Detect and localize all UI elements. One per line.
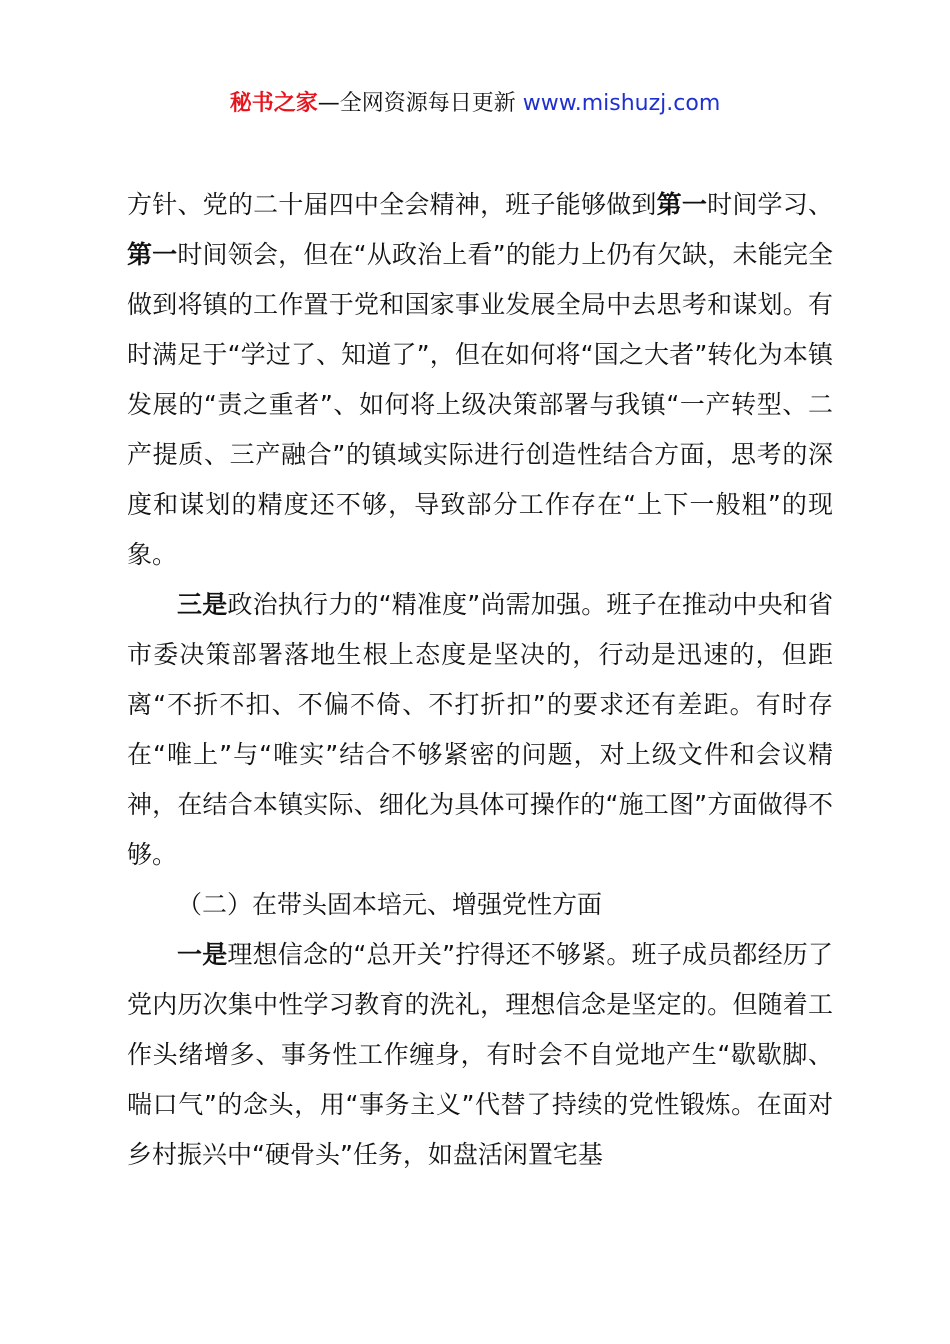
paragraph-1-text-2: 时间领会，但在“从政治上看”的能力上仍有欠缺，未能完全做到将镇的工作置于党和国家事业发展全局中去思考和谋划。有时满足于“学过了、知道了”，但在如何将“国之大者”转化为本镇发展的“责之重者”、如何将上级决策部署与我镇“一产转型、二产提质、三产融合”的镇域实际进行创造性结合方面，思考的深度和谋划的精度还不够，导致部分工作存在“上下一般粗”的现象。 bbox=[127, 240, 833, 569]
paragraph-1 bbox=[127, 180, 833, 580]
paragraph-2-text: 政治执行力的“精准度”尚需加强。班子在推动中央和省市委决策部署落地生根上态度是坚决的，行动是迅速的，但距离“不折不扣、不偏不倚、不打折扣”的要求还有差距。有时存在“唯上”与“唯实”结合不够紧密的问题，对上级文件和会议精神，在结合本镇实际、细化为具体可操作的“施工图”方面做得不够。 bbox=[127, 590, 833, 869]
paragraph-1-lead-text: 方针、党的二十届四中全会精神，班子能够做到 bbox=[127, 190, 657, 219]
paragraph-1-bold-1: 第一 bbox=[656, 190, 708, 219]
section-heading-text: （二）在带头固本培元、增强党性方面 bbox=[177, 890, 603, 919]
header-url-link[interactable]: www.mishuzj.com bbox=[522, 91, 721, 116]
paragraph-1-bold-2: 第一 bbox=[127, 240, 178, 269]
paragraph-1-text-1: 时间学习、 bbox=[707, 190, 833, 219]
document-header bbox=[0, 86, 950, 122]
section-heading bbox=[127, 880, 833, 930]
document-body bbox=[127, 180, 833, 1180]
paragraph-4-lead: 一是 bbox=[177, 940, 228, 969]
paragraph-2-lead: 三是 bbox=[177, 590, 228, 619]
paragraph-4-text: 理想信念的“总开关”拧得还不够紧。班子成员都经历了党内历次集中性学习教育的洗礼，理想信念是坚定的。但随着工作头绪增多、事务性工作缠身，有时会不自觉地产生“歇歇脚、喘口气”的念头，用“事务主义”代替了持续的党性锻炼。在面对乡村振兴中“硬骨头”任务，如盘活闲置宅基 bbox=[127, 940, 833, 1169]
paragraph-2 bbox=[127, 580, 833, 880]
header-slogan: —全网资源每日更新 bbox=[317, 91, 516, 116]
paragraph-4 bbox=[127, 930, 833, 1180]
brand-name: 秘书之家 bbox=[229, 91, 318, 116]
